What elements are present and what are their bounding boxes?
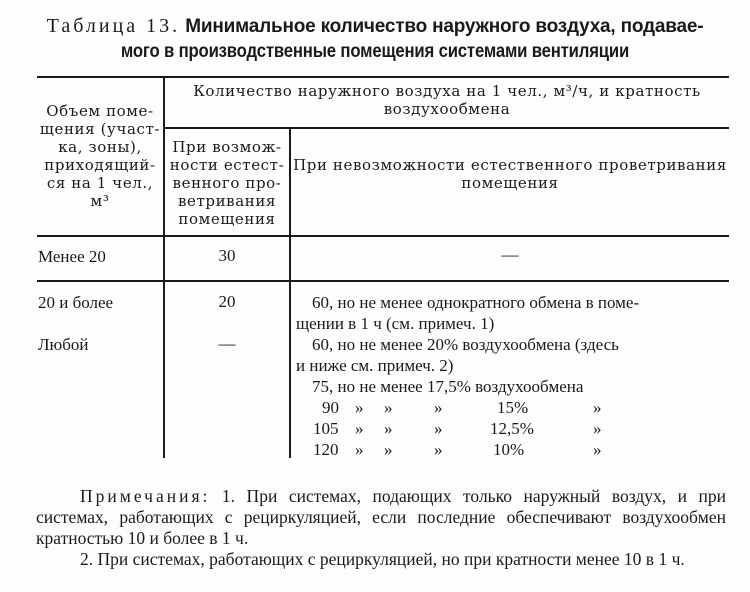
- ditto-mark: »: [384, 440, 393, 459]
- header-line: помещения: [461, 174, 559, 192]
- table-top-rule: [37, 76, 729, 78]
- row3-forced: [296, 334, 726, 397]
- ditto-row: [0, 440, 750, 460]
- ditto-value: 90: [322, 398, 339, 417]
- row1-forced: —: [501, 245, 519, 264]
- header-line: При возмож-: [172, 138, 282, 156]
- ditto-mark: »: [355, 440, 364, 459]
- ditto-mark: »: [434, 440, 443, 459]
- table-notes: [36, 486, 726, 570]
- ditto-value: 120: [313, 440, 339, 459]
- ditto-mark: »: [384, 398, 393, 417]
- header-line: При невозможности естественного проветривания: [293, 156, 727, 174]
- row1-natural: 30: [218, 246, 236, 265]
- ditto-mark: »: [384, 419, 393, 438]
- header-bottom-rule: [37, 235, 729, 237]
- caption-text-1: Минимальное количество наружного воздуха, подавае-: [185, 16, 704, 37]
- ditto-percent: 10%: [493, 440, 525, 459]
- row3-natural: —: [218, 334, 236, 353]
- forced-line: 60, но не менее однократного обмена в поме-: [312, 293, 640, 312]
- note-1-text: 1. При системах, подающих только наружный воздух, и при системах, работающих с рециркуляцией, если последние обеспечивают воздухообмен кратностью 10 и более в 1 ч.: [36, 486, 726, 548]
- header-natural-ventilation: [165, 138, 289, 228]
- ditto-percent: 12,5%: [490, 419, 534, 438]
- header-line: венного про-: [172, 174, 282, 192]
- header-no-natural-ventilation: [291, 156, 729, 192]
- ditto-row: [0, 419, 750, 439]
- ditto-mark: »: [434, 398, 443, 417]
- ditto-mark: »: [434, 419, 443, 438]
- row-rule: [37, 280, 729, 282]
- header-air-quantity: [165, 82, 729, 118]
- table-caption: [20, 14, 730, 64]
- ditto-value: 105: [313, 419, 339, 438]
- table-number: Таблица 13.: [46, 15, 181, 37]
- header-line: Количество наружного воздуха на 1 чел., м³/ч, и кратность: [193, 82, 701, 100]
- caption-line-1: [20, 14, 730, 39]
- note-2: 2. При системах, работающих с рециркуляцией, но при кратности менее 10 в 1 ч.: [80, 549, 685, 569]
- header-line: м³: [90, 192, 110, 210]
- caption-line-2: мого в производственные помещения системами вентиляции: [120, 41, 630, 62]
- header-volume: [37, 102, 163, 210]
- row1-volume: Менее 20: [38, 247, 106, 266]
- header-line: Объем поме-: [46, 102, 154, 120]
- header-line: помещения: [178, 210, 276, 228]
- row2-volume: 20 и более: [38, 293, 114, 312]
- ditto-mark: »: [593, 440, 602, 459]
- row2-natural: 20: [218, 292, 236, 311]
- forced-line: щении в 1 ч (см. примеч. 1): [296, 314, 495, 333]
- forced-line: 75, но не менее 17,5% воздухообмена: [312, 377, 584, 396]
- header-line: ности естест-: [169, 156, 285, 174]
- notes-label: Примечания:: [80, 486, 211, 506]
- ditto-mark: »: [355, 419, 364, 438]
- ditto-mark: »: [355, 398, 364, 417]
- header-line: ся на 1 чел.,: [46, 174, 154, 192]
- header-line: ветривания: [177, 192, 277, 210]
- forced-line: и ниже см. примеч. 2): [296, 356, 454, 375]
- header-line: ка, зоны),: [58, 138, 142, 156]
- ditto-percent: 15%: [497, 398, 529, 417]
- subheader-rule: [163, 127, 729, 129]
- ditto-row: [0, 398, 750, 418]
- ditto-mark: »: [593, 398, 602, 417]
- note-1: [36, 486, 726, 549]
- row3-volume: Любой: [38, 335, 89, 354]
- header-line: воздухообмена: [383, 100, 511, 118]
- forced-line: 60, но не менее 20% воздухообмена (здесь: [312, 335, 619, 354]
- header-line: приходящий-: [44, 156, 156, 174]
- header-line: щения (участ-: [39, 120, 161, 138]
- ditto-mark: »: [593, 419, 602, 438]
- row2-forced: [296, 292, 726, 334]
